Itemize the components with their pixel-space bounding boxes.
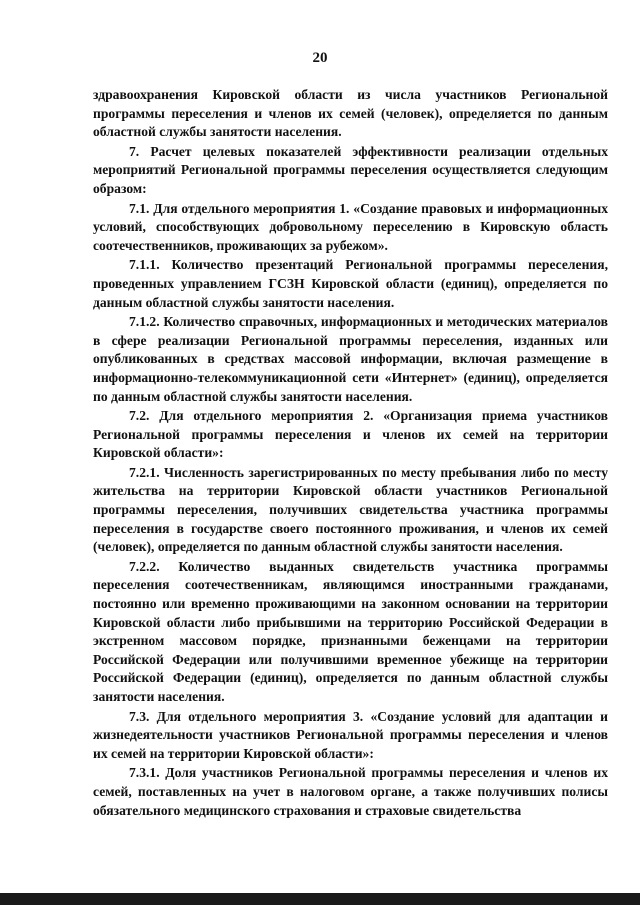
paragraph-7-2: 7.2. Для отдельного мероприятия 2. «Организация приема участников Региональной программы переселения и членов их семей на территории Кировской области»: xyxy=(93,408,608,461)
paragraph-7-1-2: 7.1.2. Количество справочных, информационных и методических материалов в сфере реализации Региональной программы переселения, изданных или опубликованных в средствах массовой информации, включая размещение в информационно-телекоммуникационной сети «Интернет» (единиц), определяется по данным областной службы занятости населения. xyxy=(93,314,608,404)
paragraph-7-2-2: 7.2.2. Количество выданных свидетельств участника программы переселения соотечественникам, являющимся иностранными гражданами, постоянно или временно проживающими на законном основании на территории Кировской области либо прибывшими на территорию Российской Федерации в экстренном массовом порядке, признанными беженцами на территории Российской Федерации или получившими временное убежище на территории Российской Федерации (единиц), определяется по данным областной службы занятости населения. xyxy=(93,558,608,704)
paragraph-7: 7. Расчет целевых показателей эффективности реализации отдельных мероприятий Региональной программы переселения осуществляется следующим образом: xyxy=(93,143,608,196)
paragraph-7-2-1: 7.2.1. Численность зарегистрированных по месту пребывания либо по месту жительства на территории Кировской области участников Региональной программы переселения, получивших свидетельства участника программы переселения в государстве своего постоянного проживания, и членов их семей (человек), определяется по данным областной службы занятости населения. xyxy=(93,464,608,555)
paragraph-7-1: 7.1. Для отдельного мероприятия 1. «Создание правовых и информационных условий, способствующих добровольному переселению в Кировскую область соотечественников, проживающих за рубежом». xyxy=(93,200,608,253)
scan-edge-band xyxy=(0,893,640,905)
document-body xyxy=(93,86,608,820)
paragraph-7-3-1: 7.3.1. Доля участников Региональной программы переселения и членов их семей, поставленных на учет в налоговом органе, а также получивших полисы обязательного медицинского страхования и страховые свидетельства xyxy=(93,765,608,818)
paragraph-7-1-1: 7.1.1. Количество презентаций Региональной программы переселения, проведенных управлением ГСЗН Кировской области (единиц), определяется по данным областной службы занятости населения. xyxy=(93,257,608,310)
page-number: 20 xyxy=(312,50,328,66)
paragraph-7-3: 7.3. Для отдельного мероприятия 3. «Создание условий для адаптации и жизнедеятельности участников Региональной программы переселения и членов их семей на территории Кировской области»: xyxy=(93,708,608,761)
paragraph-continuation: здравоохранения Кировской области из числа участников Региональной программы переселения и членов их семей (человек), определяется по данным областной службы занятости населения. xyxy=(93,87,608,140)
